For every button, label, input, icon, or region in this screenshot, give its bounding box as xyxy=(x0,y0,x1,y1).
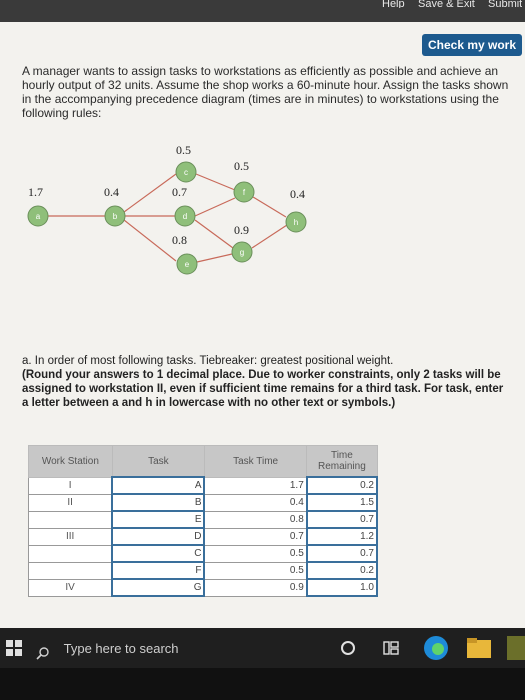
table-row xyxy=(29,579,378,596)
time-label-c: 0.5 xyxy=(176,143,191,157)
edge-e-g xyxy=(197,254,232,262)
edge-c-f xyxy=(196,174,235,190)
precedence-diagram xyxy=(0,140,525,300)
time-label-b: 0.4 xyxy=(104,185,119,199)
table-row xyxy=(29,477,378,494)
time-label-h: 0.4 xyxy=(290,187,305,201)
work-station-cell xyxy=(29,562,113,579)
search-icon xyxy=(36,643,50,657)
node-label-a: a xyxy=(35,212,41,221)
header-task-time: Task Time xyxy=(204,446,306,478)
part-a-rules: (Round your answers to 1 decimal place. Due to worker constraints, only 2 tasks will be assigned to workstation II, even if sufficient time remains for a third task. For task, enter a letter between a and h in lowercase with no other text or symbols.) xyxy=(22,369,504,409)
table-row xyxy=(29,545,378,562)
edge-d-g xyxy=(195,220,233,248)
task-time-cell: 0.4 xyxy=(204,494,306,511)
time-label-a: 1.7 xyxy=(28,185,43,199)
task-input[interactable]: F xyxy=(112,562,204,579)
cortana-icon[interactable] xyxy=(340,640,356,656)
work-station-cell: I xyxy=(29,477,113,494)
edge-d-f xyxy=(195,198,235,216)
node-label-b: b xyxy=(112,212,118,221)
search-placeholder: Type here to search xyxy=(63,641,179,656)
work-station-cell xyxy=(29,545,113,562)
time-remaining-input[interactable]: 1.5 xyxy=(307,494,377,511)
edge-b-e xyxy=(124,220,176,261)
table-row xyxy=(29,511,378,528)
edge-f-h xyxy=(253,197,286,217)
help-link[interactable]: Help xyxy=(382,0,405,8)
time-remaining-input[interactable]: 0.7 xyxy=(307,545,377,562)
taskbar-search[interactable] xyxy=(36,636,286,662)
time-remaining-input[interactable]: 1.0 xyxy=(307,579,377,596)
part-a-intro: a. In order of most following tasks. Tiebreaker: greatest positional weight. xyxy=(22,355,394,367)
header-task: Task xyxy=(112,446,204,478)
windows-start-icon[interactable] xyxy=(6,640,22,656)
work-station-cell: IV xyxy=(29,579,113,596)
header-work-station: Work Station xyxy=(29,446,113,478)
time-label-e: 0.8 xyxy=(172,233,187,247)
time-label-g: 0.9 xyxy=(234,223,249,237)
app-tile-icon[interactable] xyxy=(505,634,525,662)
table-row xyxy=(29,494,378,511)
task-input[interactable]: G xyxy=(112,579,204,596)
task-time-cell: 0.9 xyxy=(204,579,306,596)
task-time-cell: 0.5 xyxy=(204,545,306,562)
time-remaining-input[interactable]: 0.7 xyxy=(307,511,377,528)
work-station-cell: II xyxy=(29,494,113,511)
node-label-h: h xyxy=(293,218,299,227)
task-input[interactable]: A xyxy=(112,477,204,494)
edge-b-c xyxy=(124,174,176,212)
task-input[interactable]: C xyxy=(112,545,204,562)
bottom-edge xyxy=(0,668,525,700)
node-label-d: d xyxy=(182,212,188,221)
time-remaining-input[interactable]: 1.2 xyxy=(307,528,377,545)
node-label-g: g xyxy=(239,248,245,257)
time-remaining-input[interactable]: 0.2 xyxy=(307,562,377,579)
node-label-c: c xyxy=(184,168,188,177)
time-remaining-input[interactable]: 0.2 xyxy=(307,477,377,494)
check-my-work-button[interactable]: Check my work xyxy=(422,34,522,56)
task-time-cell: 0.8 xyxy=(204,511,306,528)
problem-statement: A manager wants to assign tasks to workstations as efficiently as possible and achieve an hourly output of 32 units. Assume the shop works a 60-minute hour. Assign the tasks shown in the accompanying precedence diagram (times are in minutes) to workstations using the following rules: xyxy=(22,64,509,120)
task-input[interactable]: D xyxy=(112,528,204,545)
time-label-d: 0.7 xyxy=(172,185,187,199)
file-explorer-icon[interactable] xyxy=(466,636,492,660)
work-station-cell: III xyxy=(29,528,113,545)
assignment-table xyxy=(28,445,378,597)
task-time-cell: 0.7 xyxy=(204,528,306,545)
edge-browser-icon[interactable] xyxy=(422,634,450,662)
save-exit-button[interactable]: Save & Exit xyxy=(418,0,475,8)
node-label-f: f xyxy=(242,188,246,197)
windows-taskbar xyxy=(0,628,525,668)
part-a-instructions xyxy=(22,354,512,410)
task-time-cell: 0.5 xyxy=(204,562,306,579)
task-view-icon[interactable] xyxy=(383,640,399,656)
top-toolbar xyxy=(0,0,525,22)
work-station-cell xyxy=(29,511,113,528)
submit-button[interactable]: Submit xyxy=(488,0,523,8)
time-label-f: 0.5 xyxy=(234,159,249,173)
task-input[interactable]: E xyxy=(112,511,204,528)
table-row xyxy=(29,528,378,545)
task-input[interactable]: B xyxy=(112,494,204,511)
task-time-cell: 1.7 xyxy=(204,477,306,494)
question-page xyxy=(0,22,525,628)
node-label-e: e xyxy=(184,260,190,269)
header-time-remaining: Time Remaining xyxy=(307,446,377,478)
edge-g-h xyxy=(252,225,287,248)
table-row xyxy=(29,562,378,579)
